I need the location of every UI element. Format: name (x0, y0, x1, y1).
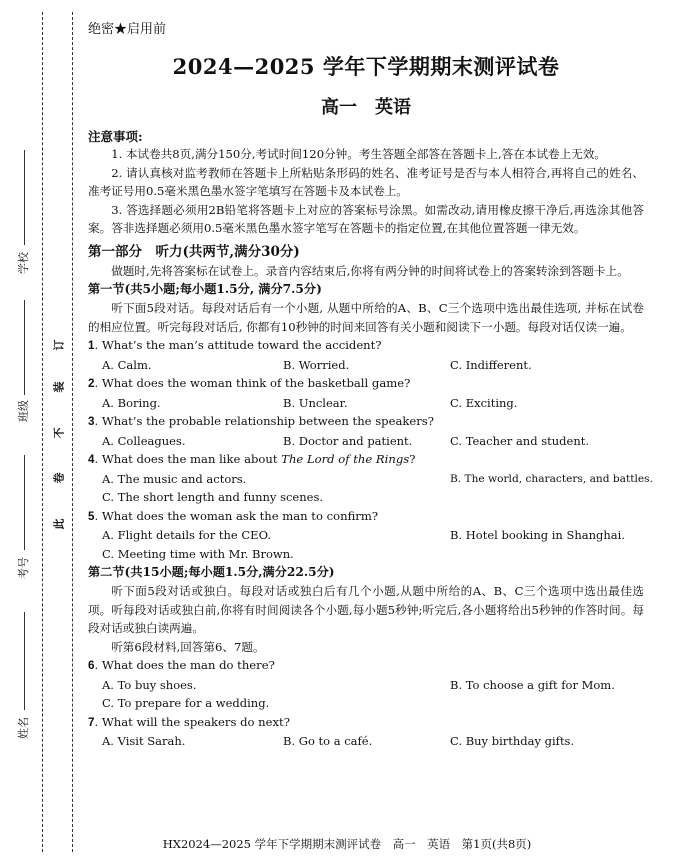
option-b: B. To choose a gift for Mom. (450, 677, 615, 692)
question-stem: . What does the man do there? (94, 658, 275, 672)
section2-heading: 第二节(共15小题;每小题1.5分,满分22.5分) (88, 565, 335, 579)
option-b: B. Hotel booking in Shanghai. (450, 528, 625, 542)
name-line (24, 612, 25, 710)
exam-no-label: 考号 (17, 557, 30, 579)
question-4-options-row2 (88, 488, 644, 507)
section1-intro: 听下面5段对话。每段对话后有一个小题, 从题中所给的A、B、C三个选项中选出最佳选项, 并标在试卷的相应位置。听完每段对话后, 你都有10秒钟的时间来回答有关小题和阅读下一小题。每段对话仅读一遍。 (88, 301, 644, 334)
option-a: A. Calm. (102, 357, 152, 372)
cut-char: 不 (52, 427, 66, 439)
cut-line-left (42, 12, 43, 852)
question-4 (88, 450, 644, 470)
question-5 (88, 507, 644, 527)
question-stem: . What’s the man’s attitude toward the accident? (94, 338, 382, 352)
question-stem: . What will the speakers do next? (94, 714, 290, 729)
cut-char: 卷 (52, 472, 66, 484)
book-title: The Lord of the Rings (281, 452, 410, 466)
question-5-options (88, 526, 644, 545)
section1-heading: 第一节(共5小题;每小题1.5分, 满分7.5分) (88, 282, 322, 296)
section2-intro: 听下面5段对话或独白。每段对话或独白后有几个小题,从题中所给的A、B、C三个选项中选出最佳选项。听每段对话或独白前,你将有时间阅读各个小题,每小题5秒钟;听完后,各小题将给出5秒钟的作答时间。每段对话或独白读两遍。 (88, 584, 644, 635)
school-label: 学校 (17, 252, 30, 274)
part1-intro: 做题时,先将答案标在试卷上。录音内容结束后,你将有两分钟的时间将试卷上的答案转涂到答题卡上。 (111, 263, 629, 278)
option-a: A. Visit Sarah. (102, 734, 186, 748)
confidential-mark: 绝密★启用前 (88, 22, 167, 37)
name-label: 姓名 (17, 717, 30, 739)
note-item: 2. 请认真核对监考教师在答题卡上所粘贴条形码的姓名、准考证号是否与本人相符合,再将自己的姓名、准考证号用0.5毫米黑色墨水签字笔填写在答题卡及本试卷上。 (88, 165, 644, 198)
cut-char: 此 (52, 518, 66, 530)
binding-margin (0, 0, 80, 864)
exam-title: 2024—2025 学年下学期期末测评试卷 (172, 54, 560, 79)
question-3 (88, 412, 644, 432)
question-number: 3 (88, 415, 95, 428)
question-4-options (88, 470, 653, 489)
question-number: 4 (88, 453, 95, 466)
option-a: A. Flight details for the CEO. (102, 528, 271, 542)
question-number: 5 (88, 509, 95, 523)
option-c: C. To prepare for a wedding. (102, 696, 270, 710)
option-c: C. Indifferent. (450, 357, 532, 372)
cut-char: 装 (52, 381, 66, 393)
section2-material: 听第6段材料,回答第6、7题。 (111, 639, 265, 654)
option-c: C. Meeting time with Mr. Brown. (102, 546, 294, 561)
question-7-options (88, 732, 644, 751)
cut-line-right (72, 12, 73, 852)
option-b: B. Worried. (283, 357, 350, 372)
question-stem: . What does the woman ask the man to confirm? (94, 508, 379, 523)
question-6-options-row2 (88, 694, 644, 713)
question-stem: . What does the man like about (94, 452, 282, 466)
option-b: B. Unclear. (283, 395, 348, 410)
option-c: C. Teacher and student. (450, 433, 590, 448)
class-line (24, 300, 25, 395)
question-stem-end: ? (409, 452, 416, 466)
question-3-options (88, 432, 644, 451)
class-label: 班级 (17, 400, 30, 422)
cut-char: 订 (52, 339, 66, 351)
part1-heading: 第一部分 听力(共两节,满分30分) (88, 243, 300, 260)
question-6 (88, 656, 644, 676)
note-item: 3. 答选择题必须用2B铅笔将答题卡上对应的答案标号涂黑。如需改动,请用橡皮擦干净后,再选涂其他答案。答非选择题必须用0.5毫米黑色墨水签字笔写在答题卡的指定位置,在其他位置答题一律无效。 (88, 202, 644, 235)
question-number: 7 (88, 715, 95, 729)
question-2 (88, 374, 644, 394)
exam-page (88, 18, 653, 751)
exam-subject: 高一 英语 (321, 97, 411, 118)
question-stem: . What’s the probable relationship between the speakers? (94, 414, 434, 428)
page-footer: HX2024—2025 学年下学期期末测评试卷 高一 英语 第1页(共8页) (162, 837, 532, 851)
exam-no-line (24, 455, 25, 550)
question-6-options (88, 676, 644, 695)
option-c: C. Exciting. (450, 395, 518, 410)
option-b: B. Doctor and patient. (283, 433, 413, 448)
question-number: 1 (88, 339, 95, 352)
question-number: 6 (88, 659, 95, 672)
question-number: 2 (88, 377, 95, 390)
option-a: A. The music and actors. (102, 471, 247, 486)
note-item: 1. 本试卷共8页,满分150分,考试时间120分钟。考生答题全部答在答题卡上,答在本试卷上无效。 (111, 147, 607, 161)
option-c: C. The short length and funny scenes. (102, 490, 324, 504)
question-stem: . What does the woman think of the basketball game? (94, 376, 411, 390)
option-b: B. The world, characters, and battles. (450, 472, 653, 485)
question-2-options (88, 394, 644, 413)
question-7 (88, 713, 644, 733)
notes-heading: 注意事项: (88, 129, 143, 144)
option-c: C. Buy birthday gifts. (450, 734, 575, 748)
question-5-options-row2 (88, 545, 644, 564)
option-b: B. Go to a café. (283, 734, 373, 748)
question-1 (88, 336, 644, 356)
option-a: A. Boring. (102, 395, 161, 410)
question-1-options (88, 356, 644, 375)
option-a: A. To buy shoes. (102, 677, 197, 692)
option-a: A. Colleagues. (102, 433, 186, 448)
school-line (24, 150, 25, 245)
